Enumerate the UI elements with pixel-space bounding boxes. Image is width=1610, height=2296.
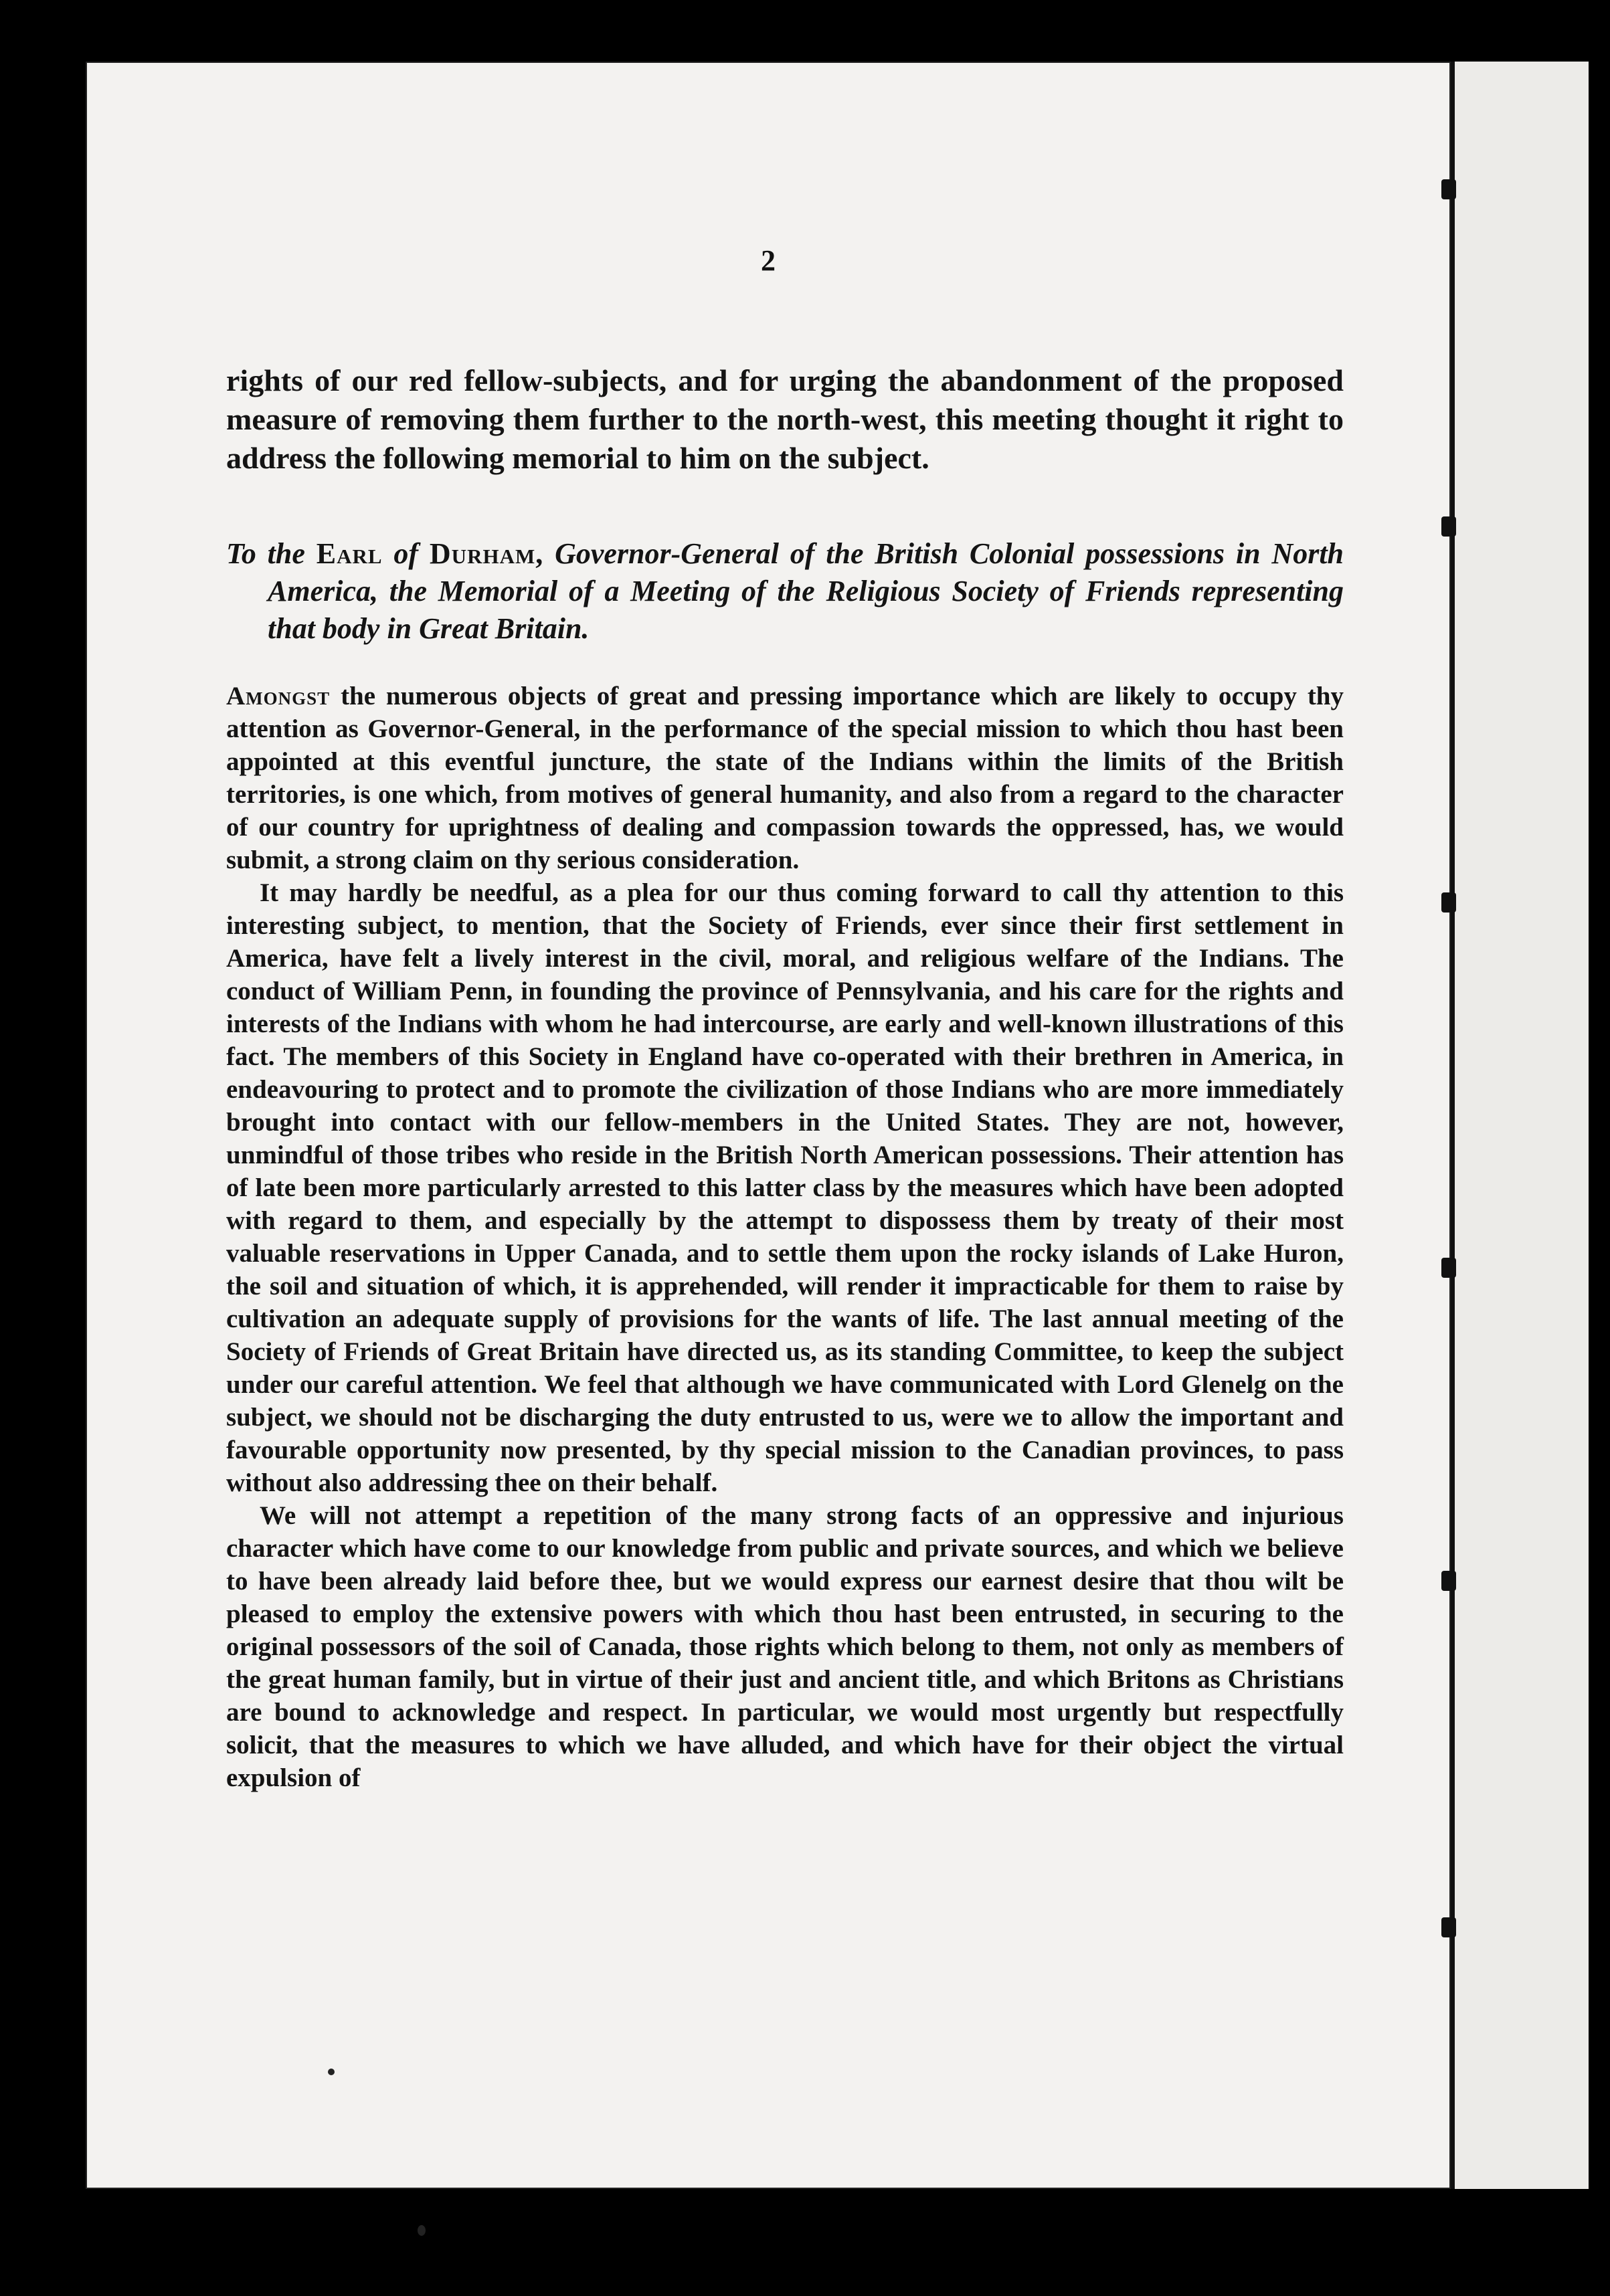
- binding-mark: [1441, 516, 1456, 537]
- binding-mark: [1441, 1917, 1456, 1937]
- binding-mark: [1441, 1258, 1456, 1278]
- memorial-paragraph-3: We will not attempt a repetition of the many strong facts of an oppressive and injurious character which have come to our knowledge from public and private sources, and which we believe to have been already laid before thee, but we would express our earnest desire that thou wilt be pleased to employ the extensive powers with which thou hast been entrusted, in securing to the original possessors of the soil of Canada, those rights which belong to them, not only as members of the great human family, but in virtue of their just and ancient title, and which Britons as Christians are bound to acknowledge and respect. In particular, we would most urgently but respectfully solicit, that the measures to which we have alluded, and which have for their object the virtual expulsion of: [226, 1501, 1344, 1792]
- memorial-paragraph-1: [226, 680, 1344, 876]
- facing-page-edge: [1451, 62, 1589, 2189]
- page-content: [226, 361, 1344, 1794]
- memorial-paragraph-2: It may hardly be needful, as a plea for our thus coming forward to call thy attention to this interesting subject, to mention, that the Society of Friends, ever since their first settlement in America, have felt a lively interest in the civil, moral, and religious welfare of the Indians. The conduct of William Penn, in founding the province of Pennsylvania, and his care for the rights and interests of the Indians with whom he had intercourse, are early and well-known illustrations of this fact. The members of this Society in England have co-operated with their brethren in America, in endeavouring to protect and to promote the civilization of those Indians who are more immediately brought into contact with our fellow-members in the United States. They are not, however, unmindful of those tribes who reside in the British North American possessions. Their attention has of late been more particularly arrested to this latter class by the measures which have been adopted with regard to them, and especially by the attempt to dispossess them by treaty of their most valuable reservations in Upper Canada, and to settle them upon the rocky islands of Lake Huron, the soil and situation of which, it is apprehended, will render it impracticable for them to raise by cultivation an adequate supply of provisions for the wants of life. The last annual meeting of the Society of Friends of Great Britain have directed us, as its standing Committee, to keep the subject under our careful attention. We feel that although we have communicated with Lord Glenelg on the subject, we should not be discharging the duty entrusted to us, were we to allow the important and favourable opportunity now presented, by thy special mission to the Canadian provinces, to pass without also addressing thee on their behalf.: [226, 878, 1344, 1497]
- address-to: To the: [226, 537, 305, 570]
- opening-word: Amongst: [226, 682, 331, 710]
- document-page: [86, 62, 1451, 2189]
- scan-speck: [418, 2225, 426, 2236]
- lead-paragraph: rights of our red fellow-subjects, and for urging the abandonment of the proposed measure of removing them further to the north-west, this meeting thought it right to address the following memorial to him on the subject.: [226, 363, 1344, 475]
- address-rest: Governor-General of the British Colonial possessions in North America, the Memorial of a Meeting of the Religious Society of Friends representing that body in Great Britain.: [268, 537, 1344, 645]
- address-earl: Earl: [316, 537, 383, 570]
- scan-speck: [328, 2069, 335, 2075]
- address-of: of: [393, 537, 419, 570]
- binding-mark: [1441, 892, 1456, 913]
- memorial-body: [226, 680, 1344, 1794]
- page-number: 2: [761, 244, 776, 277]
- memorial-address: [226, 535, 1344, 648]
- address-durham: Durham,: [429, 537, 544, 570]
- paragraph-1-text: the numerous objects of great and pressing importance which are likely to occupy thy attention as Governor-General, in the performance of the special mission to which thou hast been appointed at this eventful juncture, the state of the Indians within the limits of the British territories, is one which, from motives of general humanity, and also from a regard to the character of our country for uprightness of dealing and compassion towards the oppressed, has, we would submit, a strong claim on thy serious consideration.: [226, 682, 1344, 874]
- binding-mark: [1441, 1571, 1456, 1591]
- binding-mark: [1441, 179, 1456, 199]
